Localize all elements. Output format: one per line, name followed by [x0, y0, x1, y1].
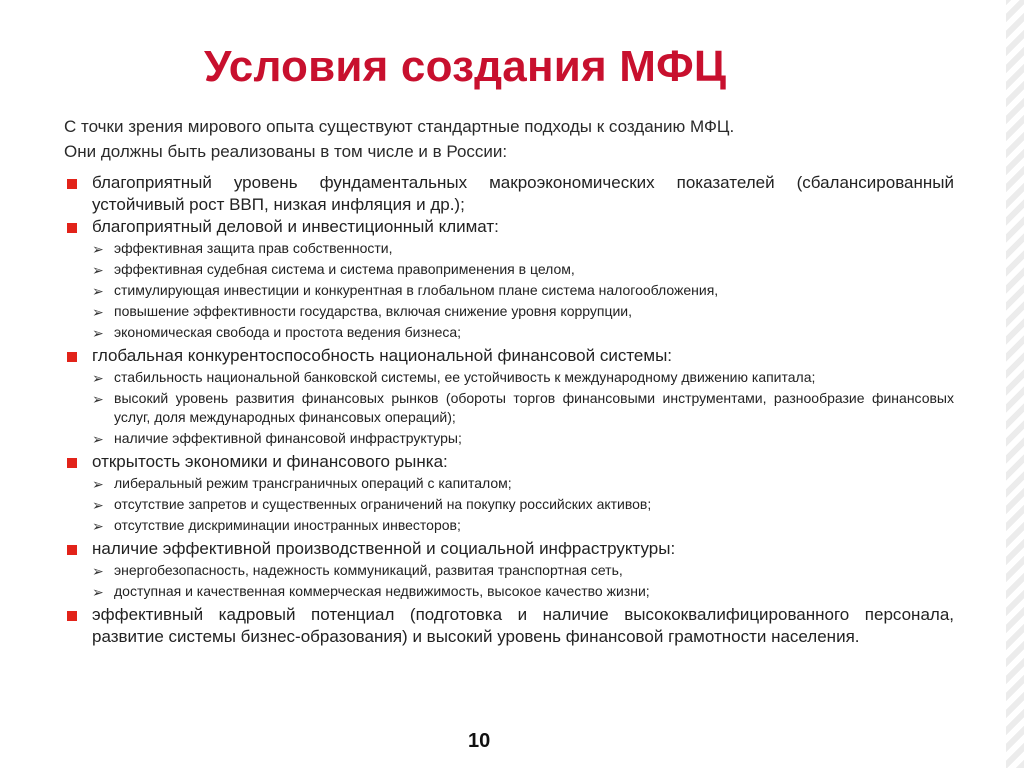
arrow-bullet-icon: ➢: [92, 391, 104, 407]
sub-list-item-text: стабильность национальной банковской системы, ее устойчивость к международному движению капитала;: [114, 369, 816, 385]
arrow-bullet-icon: ➢: [92, 283, 104, 299]
square-bullet-icon: [67, 611, 77, 621]
square-bullet-icon: [67, 352, 77, 362]
bullet-list: [62, 172, 954, 648]
sub-list: [92, 561, 954, 603]
intro-line: Они должны быть реализованы в том числе и в России:: [64, 142, 508, 161]
arrow-bullet-icon: ➢: [92, 584, 104, 600]
arrow-bullet-icon: ➢: [92, 325, 104, 341]
sub-list-item: [92, 582, 954, 603]
sub-list: [92, 368, 954, 450]
list-item-text: глобальная конкурентоспособность национальной финансовой системы:: [92, 346, 673, 365]
arrow-bullet-icon: ➢: [92, 497, 104, 513]
intro-text: [64, 114, 964, 164]
list-item-text: наличие эффективной производственной и социальной инфраструктуры:: [92, 539, 676, 558]
sub-list-item-text: наличие эффективной финансовой инфраструктуры;: [114, 430, 462, 446]
square-bullet-icon: [67, 179, 77, 189]
sub-list-item: [92, 281, 954, 302]
sub-list: [92, 239, 954, 344]
square-bullet-icon: [67, 223, 77, 233]
list-item: [62, 538, 954, 603]
arrow-bullet-icon: ➢: [92, 518, 104, 534]
list-item-text: благоприятный деловой и инвестиционный климат:: [92, 217, 499, 236]
list-item-text: эффективный кадровый потенциал (подготовка и наличие высококвалифицированного персонала, развитие системы бизнес-образования) и высокий уровень финансовой грамотности населения.: [92, 605, 954, 646]
list-item-text: открытость экономики и финансового рынка:: [92, 452, 448, 471]
slide-title: Условия создания МФЦ: [204, 42, 727, 91]
sub-list-item-text: повышение эффективности государства, включая снижение уровня коррупции,: [114, 303, 633, 319]
sub-list-item: [92, 323, 954, 344]
arrow-bullet-icon: ➢: [92, 370, 104, 386]
sub-list-item-text: экономическая свобода и простота ведения бизнеса;: [114, 324, 462, 340]
sub-list-item: [92, 389, 954, 429]
sub-list-item-text: стимулирующая инвестиции и конкурентная в глобальном плане система налогообложения,: [114, 282, 719, 298]
sub-list-item-text: доступная и качественная коммерческая недвижимость, высокое качество жизни;: [114, 583, 650, 599]
list-item: [62, 216, 954, 344]
arrow-bullet-icon: ➢: [92, 304, 104, 320]
arrow-bullet-icon: ➢: [92, 563, 104, 579]
sub-list-item-text: отсутствие дискриминации иностранных инвесторов;: [114, 517, 461, 533]
sub-list: [92, 474, 954, 537]
sub-list-item: [92, 495, 954, 516]
list-item: [62, 451, 954, 537]
list-item: [62, 604, 954, 648]
list-item-text: благоприятный уровень фундаментальных макроэкономических показателей (сбалансированный устойчивый рост ВВП, низкая инфляция и др.);: [92, 173, 954, 214]
square-bullet-icon: [67, 458, 77, 468]
sub-list-item: [92, 368, 954, 389]
list-item: [62, 172, 954, 216]
intro-line: С точки зрения мирового опыта существуют стандартные подходы к созданию МФЦ.: [64, 117, 735, 136]
sub-list-item: [92, 302, 954, 323]
sub-list-item-text: эффективная защита прав собственности,: [114, 240, 393, 256]
sub-list-item-text: энергобезопасность, надежность коммуникаций, развитая транспортная сеть,: [114, 562, 623, 578]
sub-list-item: [92, 260, 954, 281]
square-bullet-icon: [67, 545, 77, 555]
sub-list-item: [92, 239, 954, 260]
sub-list-item: [92, 561, 954, 582]
sub-list-item: [92, 516, 954, 537]
sub-list-item-text: либеральный режим трансграничных операций с капиталом;: [114, 475, 512, 491]
sub-list-item-text: высокий уровень развития финансовых рынков (обороты торгов финансовыми инструментами, разнообразие финансовых услуг, доля международных финансовых операций);: [114, 390, 954, 425]
list-item: [62, 345, 954, 450]
sub-list-item: [92, 429, 954, 450]
arrow-bullet-icon: ➢: [92, 476, 104, 492]
sub-list-item-text: эффективная судебная система и система правоприменения в целом,: [114, 261, 575, 277]
arrow-bullet-icon: ➢: [92, 262, 104, 278]
page-number: 10: [468, 730, 491, 752]
sub-list-item: [92, 474, 954, 495]
sub-list-item-text: отсутствие запретов и существенных ограничений на покупку российских активов;: [114, 496, 652, 512]
decorative-stripes: [1006, 0, 1024, 768]
arrow-bullet-icon: ➢: [92, 241, 104, 257]
arrow-bullet-icon: ➢: [92, 431, 104, 447]
